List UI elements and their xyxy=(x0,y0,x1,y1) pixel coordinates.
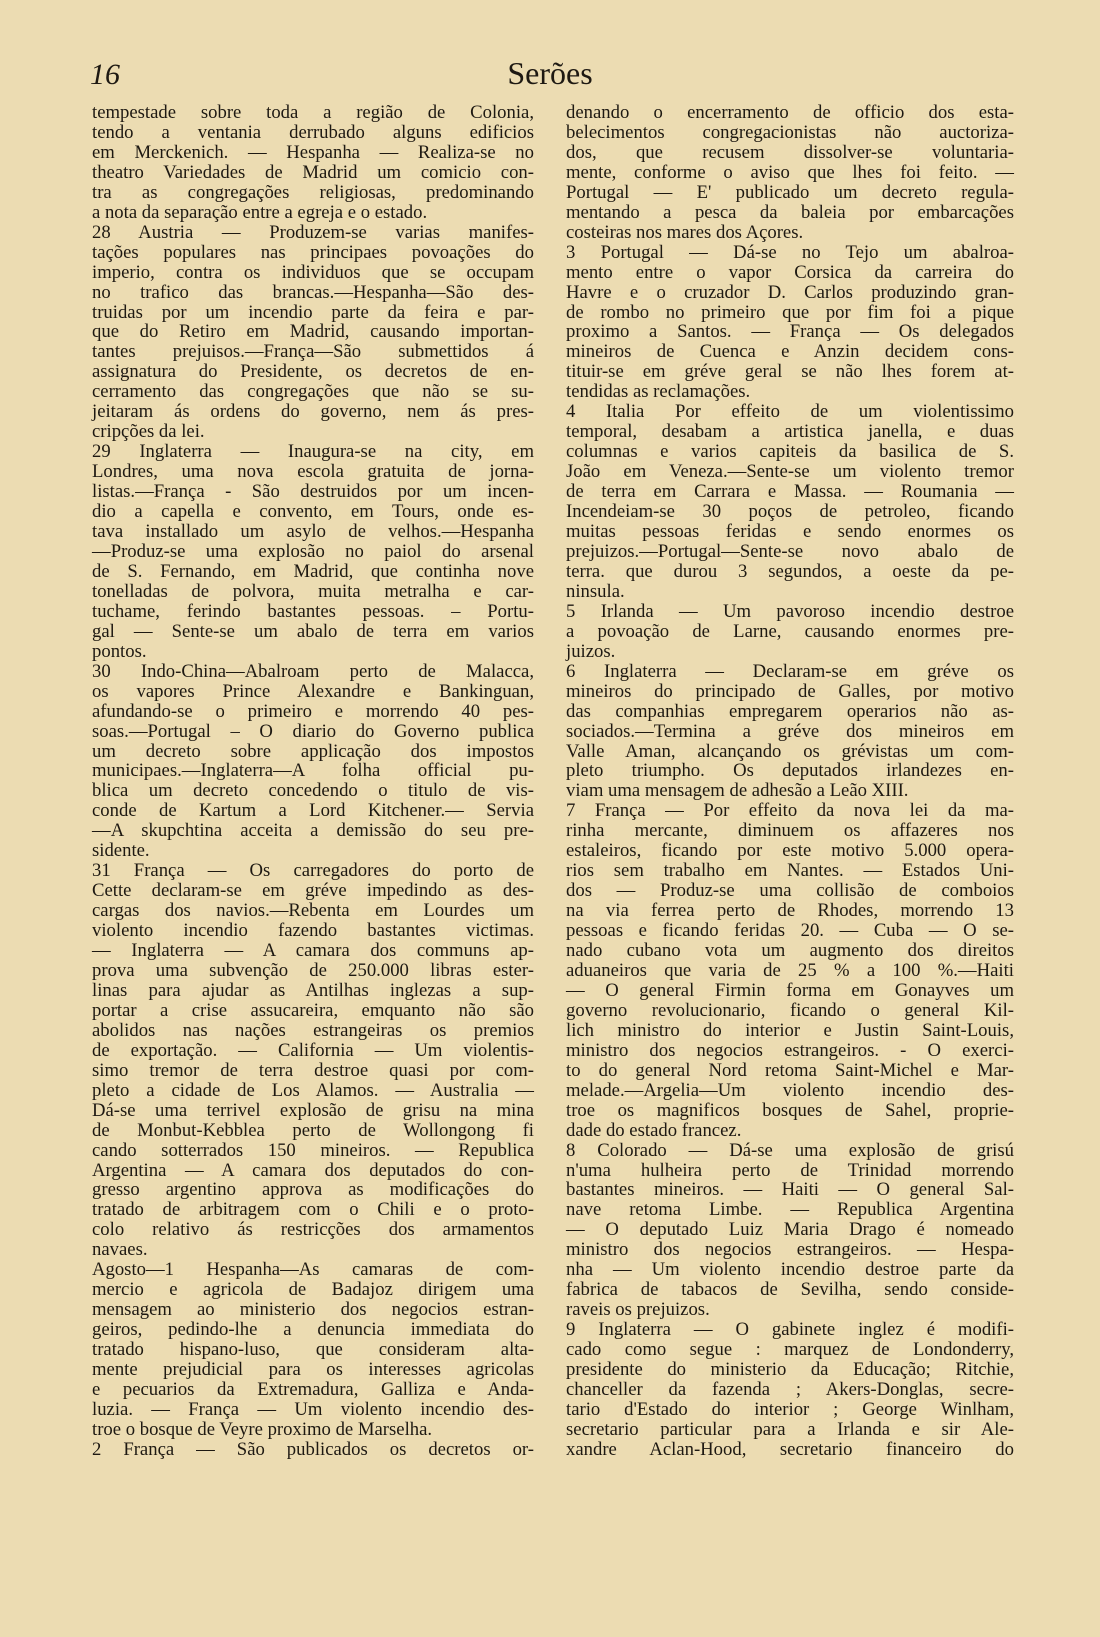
text-line: presidente do ministerio da Educação; Ritchie, xyxy=(566,1359,1014,1381)
text-line: 31 França — Os carregadores do porto de xyxy=(92,860,534,882)
text-line: mercio e agricola de Badajoz dirigem uma xyxy=(92,1279,534,1301)
text-line: Portugal — E' publicado um decreto regula- xyxy=(566,181,1014,203)
text-line: Havre e o cruzador D. Carlos produzindo gran- xyxy=(566,281,1014,303)
text-line: tações populares nas principaes povoações do xyxy=(92,241,534,263)
text-line: Londres, uma nova escola gratuita de jorna- xyxy=(92,461,534,483)
text-line: luzia. — França — Um violento incendio des- xyxy=(92,1398,534,1420)
text-line: Incendeiam-se 30 poços de petroleo, ficando xyxy=(566,501,1014,523)
left-text-column xyxy=(92,103,534,1460)
text-line: de terra em Carrara e Massa. — Roumania — xyxy=(566,481,1014,503)
text-line: Valle Aman, alcançando os grévistas um com- xyxy=(566,740,1014,762)
text-line: tantes prejuisos.—França—São submettidos á xyxy=(92,341,534,363)
text-line: jeitaram ás ordens do governo, nem ás pres- xyxy=(92,401,534,423)
text-line: fabrica de tabacos de Sevilha, sendo conside- xyxy=(566,1279,1014,1301)
text-line: pessoas e ficando feridas 20. — Cuba — O se- xyxy=(566,920,1014,942)
text-line: tario d'Estado do interior ; George Winlham, xyxy=(566,1398,1014,1420)
text-line: a nota da separação entre a egreja e o estado. xyxy=(92,201,428,223)
text-line: nave retoma Limbe. — Republica Argentina xyxy=(566,1199,1014,1221)
text-line: dio a capella e convento, em Tours, onde es- xyxy=(92,501,534,523)
text-line: ministro dos negocios estrangeiros. — Hespa- xyxy=(566,1239,1014,1261)
text-line: cripções da lei. xyxy=(92,421,205,443)
text-line: listas.—França - São destruidos por um incen- xyxy=(92,481,534,503)
text-line: —A skupchtina acceita a demissão do seu pre- xyxy=(92,820,534,842)
text-line: 30 Indo-China—Abalroam perto de Malacca, xyxy=(92,660,534,682)
text-line: muitas pessoas feridas e sendo enormes os xyxy=(566,521,1014,543)
text-line: sidente. xyxy=(92,840,150,862)
text-line: governo revolucionario, ficando o general Kil- xyxy=(566,999,1014,1021)
text-line: columnas e varios capiteis da basilica de S. xyxy=(566,441,1014,463)
text-line: 8 Colorado — Dá-se uma explosão de grisú xyxy=(566,1139,1014,1161)
text-line: Cette declaram-se em gréve impedindo as des- xyxy=(92,880,534,902)
text-line: rinha mercante, diminuem os affazeres nos xyxy=(566,820,1014,842)
text-line: soas.—Portugal – O diario do Governo publica xyxy=(92,720,534,742)
text-line: aduaneiros que varia de 25 % a 100 %.—Haiti xyxy=(566,959,1014,981)
text-line: melade.—Argelia—Um violento incendio des- xyxy=(566,1079,1014,1101)
text-line: xandre Aclan-Hood, secretario financeiro do xyxy=(566,1438,1014,1460)
text-line: proximo a Santos. — França — Os delegados xyxy=(566,321,1014,343)
text-line: tava installado um asylo de velhos.—Hespanha xyxy=(92,521,534,543)
text-line: das companhias empregarem operarios não as- xyxy=(566,700,1014,722)
text-line: 2 França — São publicados os decretos or- xyxy=(92,1438,534,1460)
text-line: 6 Inglaterra — Declaram-se em gréve os xyxy=(566,660,1014,682)
text-line: —Produz-se uma explosão no paiol do arsenal xyxy=(92,540,534,562)
text-line: rios sem trabalho em Nantes. — Estados Uni- xyxy=(566,860,1014,882)
text-line: viam uma mensagem de adhesão a Leão XIII. xyxy=(566,780,909,802)
text-line: pontos. xyxy=(92,640,147,662)
text-line: nado cubano vota um augmento dos direitos xyxy=(566,940,1014,962)
text-line: 29 Inglaterra — Inaugura-se na city, em xyxy=(92,441,534,463)
text-line: os vapores Prince Alexandre e Bankinguan, xyxy=(92,680,534,702)
text-line: n'uma hulheira perto de Trinidad morrendo xyxy=(566,1159,1014,1181)
text-line: 28 Austria — Produzem-se varias manifes- xyxy=(92,221,534,243)
text-line: simo tremor de terra destroe quasi por com- xyxy=(92,1059,534,1081)
text-line: imperio, contra os individuos que se occupam xyxy=(92,261,534,283)
text-line: Agosto—1 Hespanha—As camaras de com- xyxy=(92,1259,534,1281)
text-line: abolidos nas nações estrangeiras os premios xyxy=(92,1019,534,1041)
text-line: Dá-se uma terrivel explosão de grisu na mina xyxy=(92,1099,534,1121)
text-line: portar a crise assucareira, emquanto não são xyxy=(92,999,534,1021)
text-line: navaes. xyxy=(92,1239,148,1261)
text-line: bastantes mineiros. — Haiti — O general Sal- xyxy=(566,1179,1014,1201)
text-line: mente prejudicial para os interesses agricolas xyxy=(92,1359,534,1381)
text-line: troe o bosque de Veyre proximo de Marselha. xyxy=(92,1418,433,1440)
text-line: — O deputado Luiz Maria Drago é nomeado xyxy=(566,1219,1014,1241)
text-line: mento entre o vapor Corsica da carreira do xyxy=(566,261,1014,283)
text-line: secretario particular para a Irlanda e sir Ale- xyxy=(566,1418,1014,1440)
text-line: sociados.—Termina a gréve dos mineiros em xyxy=(566,720,1014,742)
text-line: Argentina — A camara dos deputados do con- xyxy=(92,1159,534,1181)
text-line: — Inglaterra — A camara dos communs ap- xyxy=(92,940,534,962)
text-line: prejuizos.—Portugal—Sente-se novo abalo de xyxy=(566,540,1014,562)
text-line: dos — Produz-se uma collisão de comboios xyxy=(566,880,1014,902)
text-line: cargas dos navios.—Rebenta em Lourdes um xyxy=(92,900,534,922)
text-line: temporal, desabam a artistica janella, e duas xyxy=(566,421,1014,443)
text-line: juizos. xyxy=(566,640,616,662)
text-line: estaleiros, ficando por este motivo 5.000 opera- xyxy=(566,840,1014,862)
text-line: tituir-se em gréve geral se não lhes forem at- xyxy=(566,361,1014,383)
text-line: na via ferrea perto de Rhodes, morrendo 13 xyxy=(566,900,1014,922)
text-line: truidas por um incendio parte da feira e par- xyxy=(92,301,534,323)
text-line: tratado de arbitragem com o Chili e o proto- xyxy=(92,1199,534,1221)
text-line: tendidas as reclamações. xyxy=(566,381,751,403)
text-line: tuchame, ferindo bastantes pessoas. – Portu- xyxy=(92,600,534,622)
text-line: de exportação. — California — Um violentis- xyxy=(92,1039,534,1061)
text-line: 4 Italia Por effeito de um violentissimo xyxy=(566,401,1014,423)
text-line: João em Veneza.—Sente-se um violento tremor xyxy=(566,461,1014,483)
text-line: tratado hispano-luso, que consideram alta- xyxy=(92,1339,534,1361)
text-line: prova uma subvenção de 250.000 libras ester- xyxy=(92,959,534,981)
text-line: ninsula. xyxy=(566,580,625,602)
text-line: — O general Firmin forma em Gonayves um xyxy=(566,979,1014,1001)
text-line: tendo a ventania derrubado alguns edificios xyxy=(92,121,534,143)
text-line: assignatura do Presidente, os decretos de en- xyxy=(92,361,534,383)
text-line: de Monbut-Kebblea perto de Wollongong fi xyxy=(92,1119,534,1141)
text-line: belecimentos congregacionistas não auctoriza- xyxy=(566,121,1014,143)
text-line: mensagem ao ministerio dos negocios estran- xyxy=(92,1299,534,1321)
text-line: nha — Um violento incendio destroe parte da xyxy=(566,1259,1014,1281)
text-line: em Merckenich. — Hespanha — Realiza-se no xyxy=(92,141,534,163)
text-line: mineiros do principado de Galles, por motivo xyxy=(566,680,1014,702)
text-line: que do Retiro em Madrid, causando importan- xyxy=(92,321,534,343)
text-line: lich ministro do interior e Justin Saint-Louis, xyxy=(566,1019,1014,1041)
text-line: 7 França — Por effeito da nova lei da ma- xyxy=(566,800,1014,822)
text-line: geiros, pedindo-lhe a denuncia immediata do xyxy=(92,1319,534,1341)
text-line: colo relativo ás restricções dos armamentos xyxy=(92,1219,534,1241)
running-title: Serões xyxy=(507,55,593,91)
right-text-column xyxy=(566,103,1014,1460)
text-line: mineiros de Cuenca e Anzin decidem cons- xyxy=(566,341,1014,363)
text-line: dade do estado francez. xyxy=(566,1119,742,1141)
text-line: tonelladas de polvora, muita metralha e car- xyxy=(92,580,534,602)
text-line: a povoação de Larne, causando enormes pre- xyxy=(566,620,1014,642)
text-line: linas para ajudar as Antilhas inglezas a sup- xyxy=(92,979,534,1001)
text-line: de S. Fernando, em Madrid, que continha nove xyxy=(92,560,534,582)
text-line: de rombo no primeiro que por fim foi a pique xyxy=(566,301,1014,323)
text-line: 5 Irlanda — Um pavoroso incendio destroe xyxy=(566,600,1014,622)
text-line: denando o encerramento de officio dos esta- xyxy=(566,102,1014,123)
page-number: 16 xyxy=(90,58,120,91)
text-line: cado como segue : marquez de Londonderry, xyxy=(566,1339,1014,1361)
text-line: dos, que recusem dissolver-se voluntaria- xyxy=(566,141,1014,163)
text-line: blica um decreto concedendo o titulo de vis- xyxy=(92,780,534,802)
text-line: mentando a pesca da baleia por embarcações xyxy=(566,201,1014,223)
text-line: um decreto sobre applicação dos impostos xyxy=(92,740,534,762)
text-line: cerramento das congregações que não se su- xyxy=(92,381,534,403)
text-line: raveis os prejuizos. xyxy=(566,1299,710,1321)
text-line: costeiras nos mares dos Açores. xyxy=(566,221,804,243)
text-line: no trafico das brancas.—Hespanha—São des- xyxy=(92,281,534,303)
text-line: troe os magnificos bosques de Sahel, proprie- xyxy=(566,1099,1014,1121)
text-line: gresso argentino approva as modificações do xyxy=(92,1179,534,1201)
text-line: 3 Portugal — Dá-se no Tejo um abalroa- xyxy=(566,241,1014,263)
text-line: theatro Variedades de Madrid um comicio con- xyxy=(92,161,534,183)
text-line: mente, conforme o aviso que lhes foi feito. — xyxy=(566,161,1014,183)
text-line: to do general Nord retoma Saint-Michel e Mar- xyxy=(566,1059,1014,1081)
text-line: 9 Inglaterra — O gabinete inglez é modifi- xyxy=(566,1319,1014,1341)
text-line: afundando-se o primeiro e morrendo 40 pes- xyxy=(92,700,534,722)
text-line: municipaes.—Inglaterra—A folha official pu- xyxy=(92,760,534,782)
text-line: terra. que durou 3 segundos, a oeste da pe- xyxy=(566,560,1014,582)
text-line: chanceller da fazenda ; Akers-Donglas, secre- xyxy=(566,1379,1014,1400)
text-line: gal — Sente-se um abalo de terra em varios xyxy=(92,620,534,642)
text-line: cando sotterrados 150 mineiros. — Republica xyxy=(92,1139,534,1161)
text-line: pleto triumpho. Os deputados irlandezes en- xyxy=(566,760,1014,782)
text-line: pleto a cidade de Los Alamos. — Australia — xyxy=(92,1079,534,1101)
text-line: tempestade sobre toda a região de Colonia, xyxy=(92,102,534,123)
text-line: e pecuarios da Extremadura, Galliza e Anda- xyxy=(92,1379,534,1400)
text-line: conde de Kartum a Lord Kitchener.— Servia xyxy=(92,800,534,822)
text-line: ministro dos negocios estrangeiros. - O exerci- xyxy=(566,1039,1014,1061)
text-line: tra as congregações religiosas, predominando xyxy=(92,181,534,203)
text-line: violento incendio fazendo bastantes victimas. xyxy=(92,920,534,942)
